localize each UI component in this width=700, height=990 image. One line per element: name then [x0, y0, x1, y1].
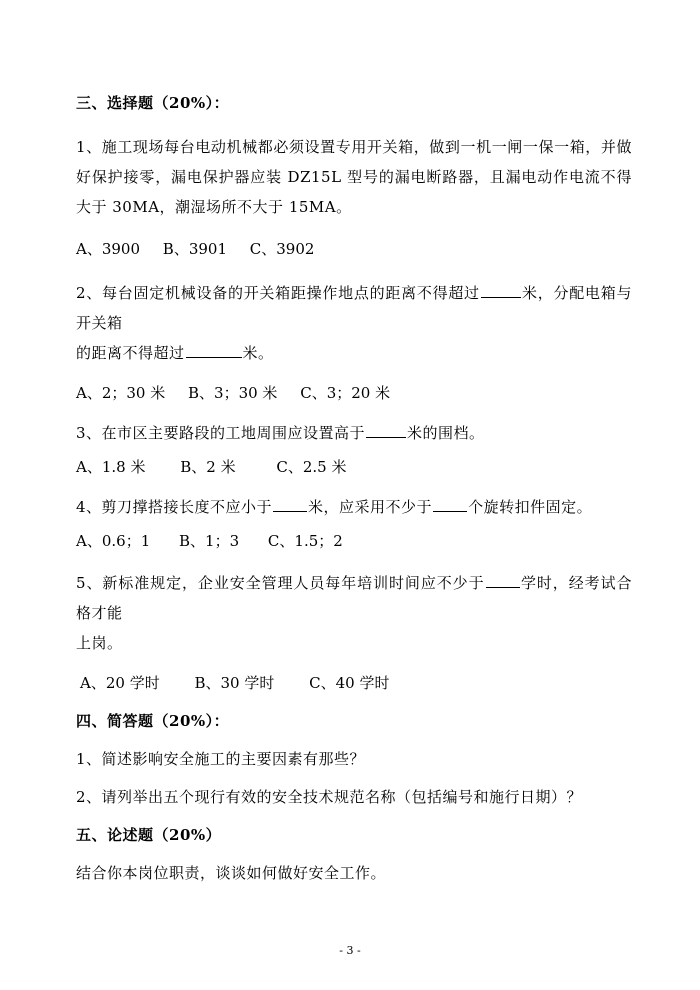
short-answer-question-2: 2、请列举出五个现行有效的安全技术规范名称（包括编号和施行日期）？	[76, 788, 583, 806]
option-b: B、30 学时	[194, 674, 275, 692]
question-4-part-2: 米，应采用不少于	[308, 498, 433, 516]
question-1-text: 1、施工现场每台电动机械都必须设置专用开关箱，做到一机一闸一保一箱，并做好保护接零，漏电保护器应装 DZ15L 型号的漏电断路器，且漏电动作电流不得大于 30MA，潮湿场所不大于 15MA。	[76, 138, 632, 216]
option-a: A、3900	[76, 240, 141, 258]
answer-blank	[366, 420, 406, 438]
option-b: B、3；30 米	[188, 384, 278, 402]
option-b: B、3901	[162, 240, 227, 258]
section-4-heading: 四、简答题（20%）：	[76, 712, 230, 730]
option-b: B、2 米	[180, 458, 236, 476]
page-number: - 3 -	[339, 944, 361, 957]
question-1-options	[76, 238, 632, 260]
option-c: C、2.5 米	[276, 458, 347, 476]
exam-page	[76, 92, 632, 884]
answer-blank	[273, 494, 307, 512]
option-b: B、1；3	[179, 532, 240, 550]
question-2-part-4: 米。	[242, 344, 274, 362]
question-2-text	[76, 278, 632, 368]
question-4-options	[76, 530, 632, 552]
question-3-options	[76, 456, 632, 478]
question-2-options	[76, 382, 632, 404]
option-a: A、0.6；1	[76, 532, 151, 550]
question-2-part-1: 2、每台固定机械设备的开关箱距操作地点的距离不得超过	[76, 284, 480, 302]
option-a: A、20 学时	[80, 674, 160, 692]
question-5-part-3: 上岗。	[76, 634, 123, 652]
question-3-text	[76, 420, 632, 442]
question-4-text	[76, 494, 632, 516]
question-5-part-1: 5、新标准规定，企业安全管理人员每年培训时间应不少于	[76, 574, 485, 592]
option-a: A、1.8 米	[76, 458, 146, 476]
question-5-options	[76, 672, 632, 694]
question-4-part-1: 4、剪刀撑搭接长度不应小于	[76, 498, 273, 516]
answer-blank	[433, 494, 467, 512]
question-2-part-3: 的距离不得超过	[76, 344, 185, 362]
option-c: C、40 学时	[309, 674, 390, 692]
option-c: C、3902	[249, 240, 315, 258]
short-answer-question-1: 1、简述影响安全施工的主要因素有那些？	[76, 750, 366, 768]
essay-question: 结合你本岗位职责，谈谈如何做好安全工作。	[76, 864, 387, 882]
question-3-part-2: 米的围档。	[407, 424, 485, 442]
option-c: C、1.5；2	[267, 532, 343, 550]
option-a: A、2；30 米	[76, 384, 166, 402]
question-5-text	[76, 568, 632, 658]
answer-blank	[486, 570, 520, 588]
question-5-part-2: 学时，经考试合格才能	[76, 574, 632, 622]
answer-blank	[186, 340, 242, 358]
answer-blank	[481, 280, 521, 298]
section-3-heading: 三、选择题（20%）：	[76, 94, 230, 112]
section-5-heading: 五、论述题（20%）	[76, 826, 222, 844]
question-2-part-2: 米，分配电箱与开关箱	[76, 284, 632, 332]
question-3-part-1: 3、在市区主要路段的工地周围应设置高于	[76, 424, 366, 442]
option-c: C、3；20 米	[300, 384, 391, 402]
question-4-part-3: 个旋转扣件固定。	[468, 498, 593, 516]
